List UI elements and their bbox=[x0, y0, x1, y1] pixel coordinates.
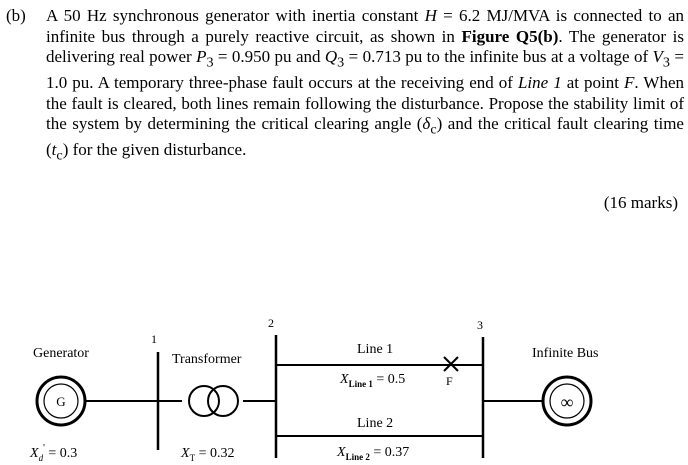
line-2-reactance: $X_{Line 2} = 0.37$ bbox=[337, 445, 410, 462]
transformer-reactance: $X_T = 0.32$ bbox=[181, 446, 235, 463]
generator-reactance: $X_d' = 0.3$ bbox=[30, 443, 78, 463]
transformer-winding-1 bbox=[189, 386, 219, 416]
transformer-label: Transformer bbox=[172, 352, 242, 367]
generator-label: Generator bbox=[33, 346, 89, 361]
line-1-label: Line 1 bbox=[357, 342, 394, 357]
figure-reference: Figure Q5(b) bbox=[461, 26, 559, 46]
line-1-reactance: $X_{Line 1} = 0.5$ bbox=[340, 372, 406, 389]
bus-2-label: 2 bbox=[268, 316, 274, 330]
infinity-icon: ∞ bbox=[560, 392, 574, 412]
fault-label: F bbox=[446, 374, 453, 388]
infinite-bus-label: Infinite Bus bbox=[532, 346, 599, 361]
bus-3-label: 3 bbox=[477, 318, 483, 332]
transformer-winding-2 bbox=[208, 386, 238, 416]
question-label: (b) bbox=[6, 6, 26, 25]
question-text: A 50 Hz synchronous generator with inertia constant H = 6.2 MJ/MVA is connected to an infinite bus through a purely reactive circuit, as shown in Figure Q5(b). The generator is delivering real power $P_3 = 0.950$ pu and $Q_3 = 0.713$ pu to the infinite bus at a voltage of $V_3 = 1.0$ pu. A temporary three-phase fault occurs at the receiving end of Line 1 at point F. When the fault is cleared, both lines remain following the disturbance. Propose the stability limit of the system by determining the critical clearing angle $(\delta_c)$ and the critical fault clearing time $(t_c)$ for the given disturbance. bbox=[46, 6, 684, 164]
marks-label: (16 marks) bbox=[603, 193, 678, 212]
generator-symbol: G bbox=[56, 394, 66, 409]
bus-1-label: 1 bbox=[151, 332, 157, 346]
line-2-label: Line 2 bbox=[357, 416, 394, 431]
